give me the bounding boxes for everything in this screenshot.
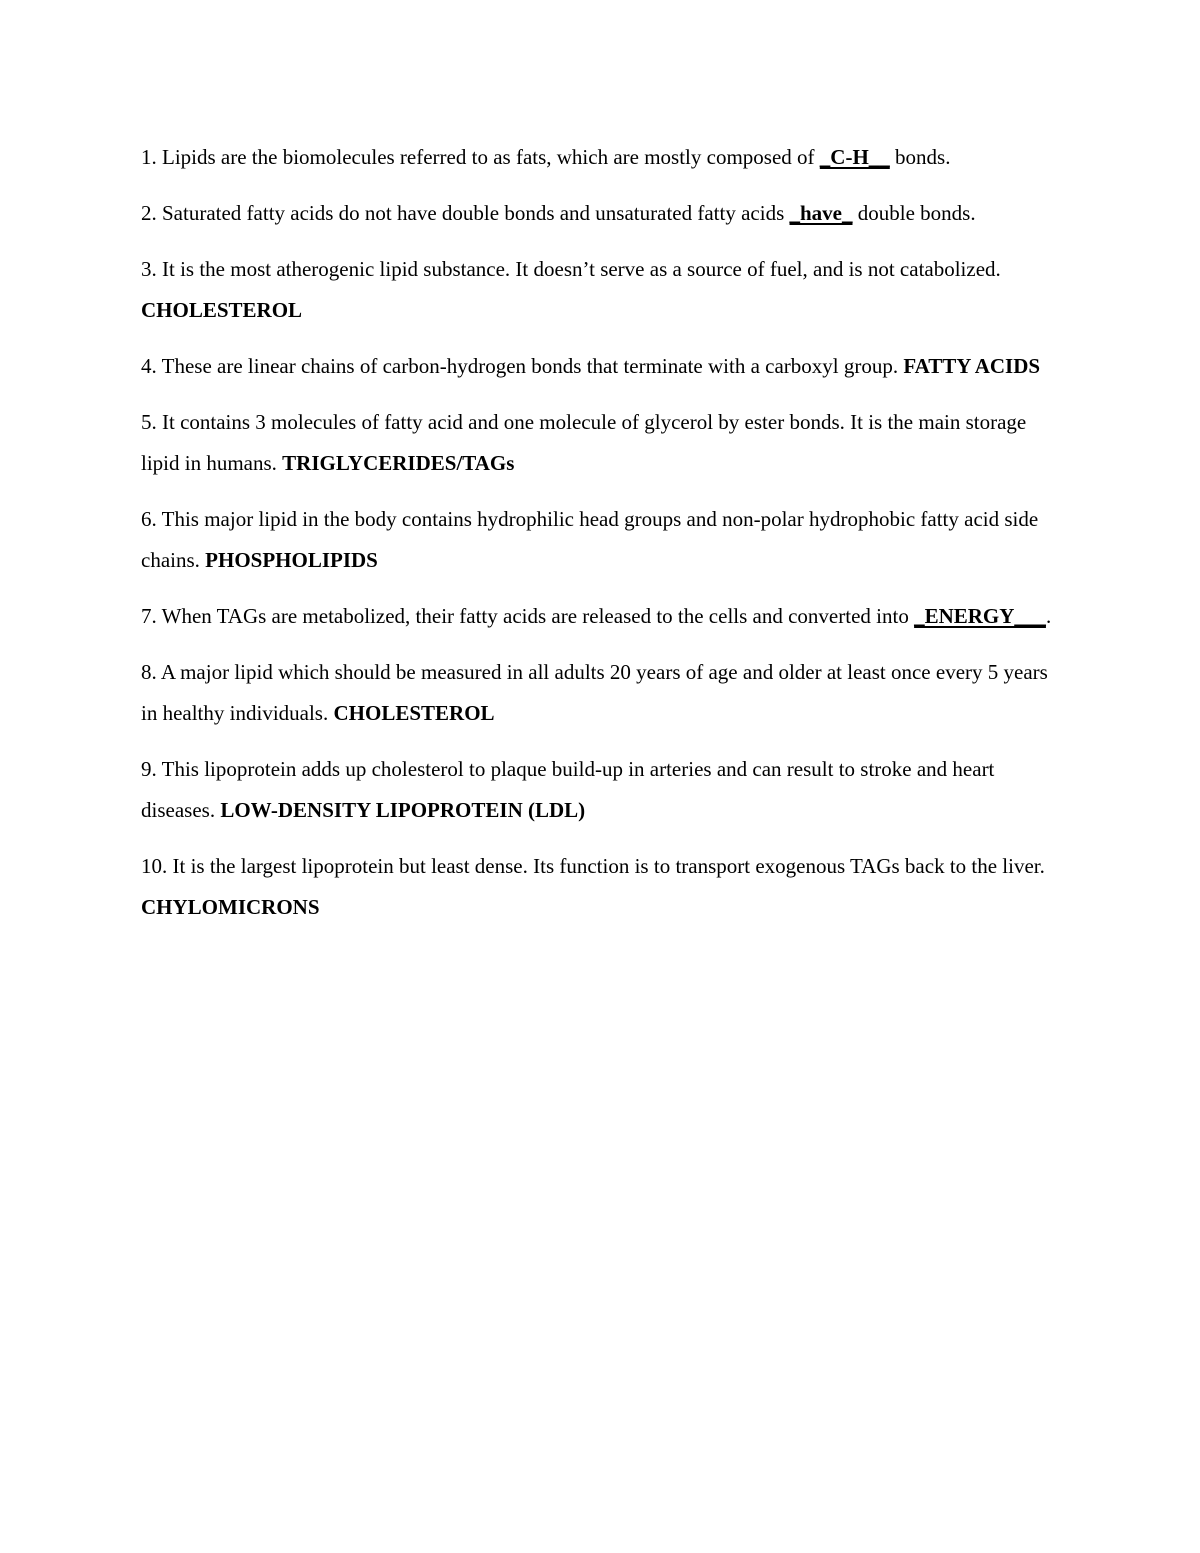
question-5-text: 5. It contains 3 molecules of fatty acid and one molecule of glycerol by ester bonds. It is the main storage lipid in humans.: [141, 410, 1027, 475]
question-list: [141, 137, 1066, 943]
question-5-answer: TRIGLYCERIDES/TAGs: [282, 451, 515, 475]
question-1-answer: _C-H__: [819, 145, 890, 169]
question-4: [141, 346, 1066, 387]
question-3-answer: CHOLESTEROL: [141, 298, 303, 322]
question-6-answer: PHOSPHOLIPIDS: [205, 548, 378, 572]
question-2: [141, 193, 1066, 234]
question-4-answer: FATTY ACIDS: [903, 354, 1041, 378]
question-8-text: 8. A major lipid which should be measured in all adults 20 years of age and older at least once every 5 years in healthy individuals.: [141, 660, 1048, 725]
question-8-answer: CHOLESTEROL: [333, 701, 495, 725]
question-1: [141, 137, 1066, 178]
question-2-answer: _have_: [789, 201, 853, 225]
question-7-answer: _ENERGY___: [914, 604, 1046, 628]
question-2-suffix: double bonds.: [852, 201, 976, 225]
question-10-text: 10. It is the largest lipoprotein but least dense. Its function is to transport exogenous TAGs back to the liver.: [141, 854, 1045, 878]
question-9: [141, 749, 1066, 831]
question-6-text: 6. This major lipid in the body contains hydrophilic head groups and non-polar hydrophobic fatty acid side chains.: [141, 507, 1039, 572]
question-3: [141, 249, 1066, 331]
question-9-text: 9. This lipoprotein adds up cholesterol to plaque build-up in arteries and can result to stroke and heart diseases.: [141, 757, 995, 822]
question-3-text: 3. It is the most atherogenic lipid substance. It doesn’t serve as a source of fuel, and is not catabolized.: [141, 257, 1001, 281]
question-1-prefix: 1. Lipids are the biomolecules referred to as fats, which are mostly composed of: [141, 145, 820, 169]
question-6: [141, 499, 1066, 581]
question-7-suffix: .: [1045, 604, 1052, 628]
question-10: [141, 846, 1066, 928]
question-9-answer: LOW-DENSITY LIPOPROTEIN (LDL): [220, 798, 586, 822]
question-5: [141, 402, 1066, 484]
question-2-prefix: 2. Saturated fatty acids do not have double bonds and unsaturated fatty acids: [141, 201, 790, 225]
question-7: [141, 596, 1066, 637]
question-1-suffix: bonds.: [889, 145, 951, 169]
question-8: [141, 652, 1066, 734]
question-10-answer: CHYLOMICRONS: [141, 895, 320, 919]
question-4-text: 4. These are linear chains of carbon-hydrogen bonds that terminate with a carboxyl group.: [141, 354, 899, 378]
question-7-prefix: 7. When TAGs are metabolized, their fatty acids are released to the cells and converted into: [141, 604, 915, 628]
